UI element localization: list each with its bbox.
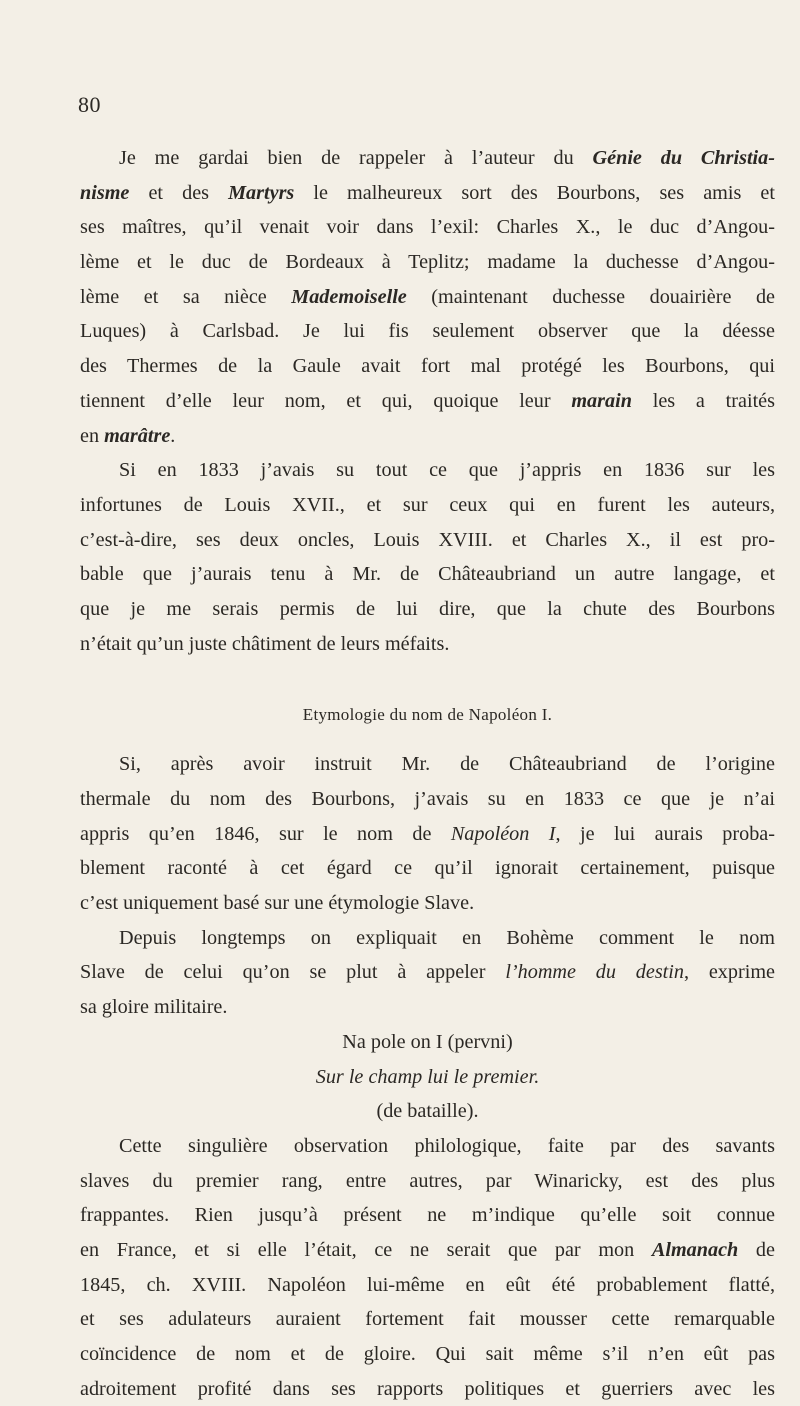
- book-title-martyrs: Martyrs: [228, 181, 295, 204]
- text-run: .: [170, 424, 176, 447]
- text-line: bable que j’aurais tenu à Mr. de Châteaubriand un autre langage, et: [80, 563, 775, 586]
- text-line: Luques) à Carlsbad. Je lui fis seulement observer que la déesse: [80, 320, 775, 343]
- body-text: [80, 141, 775, 1406]
- text-run: Je me gardai bien de rappeler à l’auteur du: [119, 147, 593, 169]
- text-run: , exprime: [683, 961, 775, 984]
- quote-line: [80, 1060, 775, 1095]
- text-line: c’est uniquement basé sur une étymologie Slave.: [80, 892, 475, 915]
- text-run: en: [80, 424, 105, 447]
- section-heading: Etymologie du nom de Napoléon I.: [302, 705, 553, 725]
- emphasis-mademoiselle: Mademoiselle: [291, 285, 407, 308]
- paragraph-5: [80, 1129, 775, 1406]
- text-line: [80, 141, 775, 176]
- text-run: appris qu’en 1846, sur le nom de: [80, 822, 451, 845]
- book-title-genie-end: nisme: [80, 181, 130, 204]
- text-line: adroitement profité dans ses rapports politiques et guerriers avec les: [80, 1377, 775, 1400]
- text-run: le malheureux sort des Bourbons, ses amis et: [294, 181, 775, 204]
- text-line: et ses adulateurs auraient fortement fait mousser cette remarquable: [80, 1308, 775, 1331]
- page-number: 80: [78, 92, 101, 117]
- text-line: [80, 176, 775, 211]
- text-line: [80, 817, 775, 852]
- emphasis-napoleon: Napoléon I: [450, 822, 556, 845]
- text-run: en France, et si elle l’était, ce ne serait que par mon: [80, 1238, 652, 1261]
- text-line: ses maîtres, qu’il venait voir dans l’exil: Charles X., le duc d’Angou-: [80, 216, 775, 239]
- text-run: (maintenant duchesse douairière de: [406, 285, 775, 308]
- emphasis-homme-du-destin: l’homme du destin: [505, 961, 684, 984]
- text-line: 1845, ch. XVIII. Napoléon lui-même en eût été probablement flatté,: [80, 1273, 775, 1296]
- text-line: [80, 1233, 775, 1268]
- text-run: les a traités: [631, 389, 775, 412]
- text-line: Si, après avoir instruit Mr. de Châteaubriand de l’origine: [119, 753, 775, 776]
- text-run: tiennent d’elle leur nom, et qui, quoique leur: [80, 389, 572, 412]
- paragraph-4: [80, 921, 775, 1025]
- text-line: Cette singulière observation philologique, faite par des savants: [119, 1134, 775, 1157]
- text-line: slaves du premier rang, entre autres, par Winaricky, est des plus: [80, 1169, 775, 1192]
- text-line: [80, 419, 775, 454]
- text-run: Slave de celui qu’on se plut à appeler: [80, 961, 506, 984]
- text-line: n’était qu’un juste châtiment de leurs méfaits.: [80, 632, 450, 655]
- text-line: [80, 280, 775, 315]
- text-line: sa gloire militaire.: [80, 996, 228, 1019]
- section-spacer: [80, 661, 775, 683]
- emphasis-marain: marain: [571, 389, 632, 412]
- emphasis-almanach: Almanach: [651, 1238, 739, 1261]
- quote-translation: Sur le champ lui le premier.: [315, 1065, 540, 1088]
- text-line: [80, 384, 775, 419]
- quote-line: Na pole on I (pervni): [342, 1030, 513, 1053]
- text-line: Si en 1833 j’avais su tout ce que j’appris en 1836 sur les: [119, 459, 775, 482]
- paragraph-2: [80, 453, 775, 661]
- paragraph-1: [80, 141, 775, 453]
- text-line: [80, 955, 775, 990]
- emphasis-maratre: marâtre: [104, 424, 171, 447]
- text-line: Depuis longtemps on expliquait en Bohème comment le nom: [119, 926, 775, 949]
- text-line: des Thermes de la Gaule avait fort mal protégé les Bourbons, qui: [80, 355, 775, 378]
- text-run: , je lui aurais proba-: [555, 822, 775, 845]
- text-run: et des: [129, 181, 229, 204]
- text-line: thermale du nom des Bourbons, j’avais su en 1833 ce que je n’ai: [80, 788, 775, 810]
- text-run: de: [738, 1238, 775, 1261]
- paragraph-3: [80, 747, 775, 920]
- text-line: coïncidence de nom et de gloire. Qui sait même s’il n’en eût pas: [80, 1343, 775, 1365]
- quote-block: [80, 1025, 775, 1129]
- text-line: que je me serais permis de lui dire, que la chute des Bourbons: [80, 597, 775, 620]
- text-run: lème et sa nièce: [80, 285, 292, 308]
- text-line: lème et le duc de Bordeaux à Teplitz; madame la duchesse d’Angou-: [80, 251, 775, 274]
- quote-line: (de bataille).: [376, 1100, 479, 1123]
- text-line: infortunes de Louis XVII., et sur ceux qui en furent les auteurs,: [80, 493, 775, 516]
- text-line: c’est-à-dire, ses deux oncles, Louis XVIII. et Charles X., il est pro-: [80, 528, 775, 551]
- book-title-genie: Génie du Christia-: [592, 147, 775, 169]
- text-line: frappantes. Rien jusqu’à présent ne m’indique qu’elle soit connue: [80, 1204, 775, 1227]
- text-line: blement raconté à cet égard ce qu’il ignorait certainement, puisque: [80, 857, 775, 880]
